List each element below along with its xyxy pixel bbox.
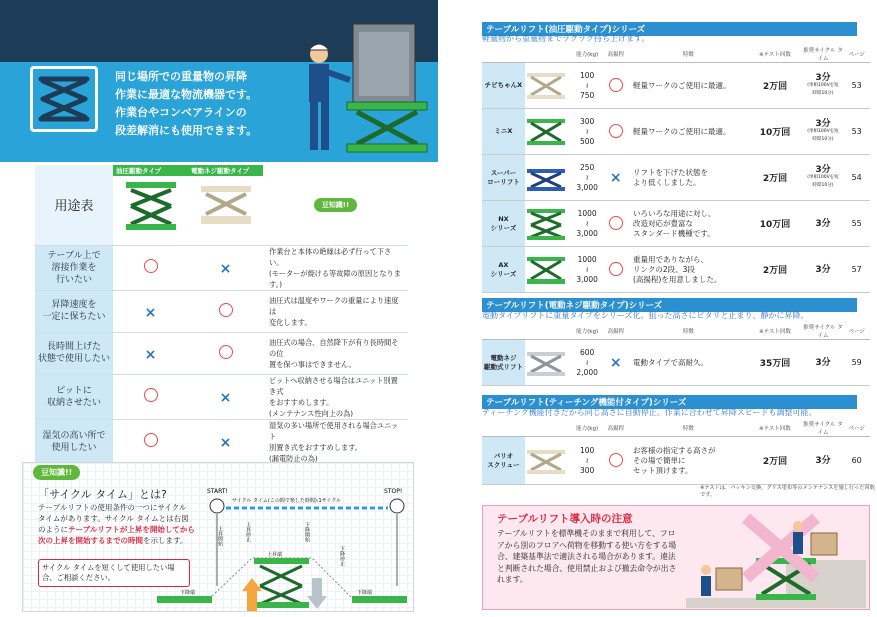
electric-lift-image <box>196 176 256 236</box>
row-label: 湿気の高い所で 使用したい <box>35 419 113 464</box>
header-feat: 特徴 <box>629 420 747 437</box>
row-label: ピットに 収納させたい <box>35 374 113 419</box>
down-end-label-left: 下降端 <box>180 590 196 596</box>
table-row <box>35 332 408 374</box>
header-page: ページ <box>843 46 870 63</box>
left-page <box>0 0 438 617</box>
circle-mark-icon <box>609 262 623 276</box>
test-count: 2万回 <box>747 247 802 293</box>
header-page: ページ <box>843 323 870 340</box>
page-number: 53 <box>843 63 870 109</box>
cycle-time <box>803 437 844 485</box>
circle-mark-icon <box>609 124 623 138</box>
footnote: ※テストは、パッキン交換、グリス塗布等のメンテナンスを施し行った回数です。 <box>700 485 875 498</box>
page-number: 57 <box>843 247 870 293</box>
cross-mark-icon: × <box>219 261 232 277</box>
cycle-time <box>803 109 844 155</box>
teaching-series-title: テーブルリフト(ティーチング機能付タイプ)シリーズ <box>482 395 857 409</box>
cycle-value: 3分 <box>815 72 831 83</box>
teaching-series-subtitle: ティーチング機能付きだから同じ高さに自動停止。作業に合わせて昇降スピードも調整可能。 <box>482 408 817 417</box>
product-image <box>525 161 567 195</box>
hero-line: 同じ場所での重量物の昇降 <box>115 70 247 83</box>
product-name: バリオ スクリュー <box>482 437 525 485</box>
down-stop-label: 下降停止 <box>339 546 345 566</box>
header-hs: 高揚程 <box>602 46 629 63</box>
header-cap: 能力(kg) <box>572 420 603 437</box>
header-cycle: 推奨サイクル タイム <box>803 48 843 62</box>
header-cap: 能力(kg) <box>572 46 603 63</box>
header-hs: 高揚程 <box>602 420 629 437</box>
warning-body: テーブルリフトを標準機そのままで利用して、フロアから別のフロアへ荷物を移動する使い方をする場合、建築基準法で適法される場合があります。違法と判断された場合、使用禁止および撤去命令が出されます。 <box>497 529 677 584</box>
cycle-tip-badge: 豆知識!! <box>33 465 80 480</box>
row-desc: 作業台と本体の絶縁は必ず行って下さい。 (モーターが焼ける等故障の原因となります。) <box>263 245 408 290</box>
circle-mark-icon <box>144 433 158 447</box>
header-cycle: 推奨サイクル タイム <box>803 422 843 436</box>
page-number: 53 <box>843 109 870 155</box>
test-count: 10万回 <box>747 109 802 155</box>
hero-line: 作業台やコンベアラインの <box>115 106 247 119</box>
product-name: AX シリーズ <box>482 247 525 293</box>
header-test: ※テスト回数 <box>747 420 802 437</box>
table-row <box>482 201 870 247</box>
product-name: スーパー ローリフト <box>482 155 525 201</box>
cycle-body-end: を示します。 <box>143 536 188 545</box>
cycle-title: 「サイクル タイム」とは? <box>38 488 167 501</box>
capacity: 250 ≀ 3,000 <box>572 155 603 201</box>
stop-label: STOP! <box>384 488 403 495</box>
row-desc: 油圧式は温度やワークの重量により速度は 変化します。 <box>263 290 408 332</box>
product-image <box>525 346 567 380</box>
circle-mark-icon <box>609 216 623 230</box>
page-number: 54 <box>843 155 870 201</box>
usage-table-title: 用途表 <box>35 165 113 245</box>
table-row <box>35 374 408 419</box>
electric-series-subtitle: 電動タイプリフトに重量タイプをシリーズ化。狙った高さにピタリと止まり、静かに昇降。 <box>482 311 809 320</box>
cycle-time <box>803 201 844 247</box>
product-name: チビちゃんX <box>482 63 525 109</box>
table-row <box>482 340 870 386</box>
table-row <box>482 109 870 155</box>
product-name: ミニX <box>482 109 525 155</box>
cycle-body-plain: テーブルリフトの使用条件の一つにサイクル タイムがあります。サイクル タイムとは右図のように <box>38 503 189 534</box>
product-image <box>525 115 567 149</box>
cycle-body-highlight: テーブルリフトが上昇を開始してから次の上昇を開始するまでの時間 <box>38 525 195 545</box>
capacity: 300 ≀ 500 <box>572 109 603 155</box>
header-hs: 高揚程 <box>602 323 629 340</box>
cycle-diagram <box>152 486 414 612</box>
capacity: 600 ≀ 2,000 <box>572 340 603 386</box>
page-number: 59 <box>843 340 870 386</box>
cross-mark-icon: × <box>219 390 232 406</box>
cycle-note: サイクル タイムを短くして使用したい場合、ご相談ください。 <box>38 559 190 587</box>
product-image <box>525 253 567 287</box>
feature: 軽量ワークのご使用に最適。 <box>629 109 747 155</box>
test-count: 2万回 <box>747 437 802 485</box>
row-label: 昇降速度を 一定に保ちたい <box>35 290 113 332</box>
cross-mark-icon: × <box>609 169 622 186</box>
page-number: 60 <box>843 437 870 485</box>
cross-mark-icon: × <box>609 354 622 371</box>
stopwatch-stop-icon <box>390 499 404 513</box>
circle-mark-icon <box>144 259 158 273</box>
electric-series-title: テーブルリフト(電動ネジ駆動タイプ)シリーズ <box>482 298 857 312</box>
header-page: ページ <box>843 420 870 437</box>
scissor-lift-icon <box>30 66 98 132</box>
cycle-span-label: サイクル タイム(この間で楽した時間):1サイクル <box>232 498 342 504</box>
page-number: 55 <box>843 201 870 247</box>
col-hydraulic-label: 油圧駆動タイプ <box>113 165 188 176</box>
product-name: NX シリーズ <box>482 201 525 247</box>
down-start-label: 下降開始 <box>304 522 310 542</box>
col-electric-label: 電動ネジ駆動タイプ <box>188 165 263 176</box>
table-row <box>482 63 870 109</box>
tip-badge: 豆知識!! <box>314 198 357 212</box>
test-count: 35万回 <box>747 340 802 386</box>
header-feat: 特徴 <box>629 46 747 63</box>
header-cap: 能力(kg) <box>572 323 603 340</box>
hydraulic-table <box>482 46 870 293</box>
cycle-value: 3分 <box>815 164 831 175</box>
feature: 軽量ワークのご使用に最適。 <box>629 63 747 109</box>
cycle-time <box>803 247 844 293</box>
cycle-value: 3分 <box>815 218 831 229</box>
cycle-time <box>803 63 844 109</box>
down-arrow-icon <box>307 578 327 609</box>
table-row <box>35 290 408 332</box>
teaching-table <box>482 420 870 485</box>
warning-illustration <box>686 508 868 608</box>
up-start-label: 上昇開始 <box>217 526 223 546</box>
cycle-note: (単相100Vを短 時間10分) <box>807 174 839 188</box>
row-desc: ピットへ収納させる場合はユニット別置き式 をおすすめします。 (メンテナンス性向上の為) <box>263 374 408 419</box>
hero-text <box>115 68 325 140</box>
up-end-label: 上昇端 <box>267 552 283 558</box>
product-image <box>525 69 567 103</box>
usage-table <box>35 165 408 465</box>
feature: お客様の指定する高さが その場で簡単に セット頂けます。 <box>629 437 747 485</box>
feature: いろいろな用途に対し、 改造対応が豊富な スタンダード機種です。 <box>629 201 747 247</box>
cycle-time <box>803 340 844 386</box>
cycle-note: (単相100Vを短 時間10分) <box>807 82 839 96</box>
circle-mark-icon <box>609 78 623 92</box>
row-label: テーブル上で 溶接作業を 行いたい <box>35 245 113 290</box>
hydraulic-series-title: テーブルリフト(油圧駆動タイプ)シリーズ <box>482 22 857 36</box>
cycle-value: 3分 <box>815 118 831 129</box>
capacity: 1000 ≀ 3,000 <box>572 247 603 293</box>
capacity: 1000 ≀ 3,000 <box>572 201 603 247</box>
test-count: 2万回 <box>747 155 802 201</box>
circle-mark-icon <box>144 388 158 402</box>
electric-table <box>482 323 870 386</box>
circle-mark-icon <box>219 345 233 359</box>
feature: 電動タイプで高耐久。 <box>629 340 747 386</box>
warning-title: テーブルリフト導入時の注意 <box>497 513 633 525</box>
hero-line: 段差解消にも使用できます。 <box>115 124 258 137</box>
cycle-time <box>803 155 844 201</box>
test-count: 2万回 <box>747 63 802 109</box>
stopwatch-start-icon <box>210 499 224 513</box>
table-row <box>482 247 870 293</box>
worker-illustration <box>295 22 435 162</box>
cross-mark-icon: × <box>144 346 157 363</box>
feature: 重量用でありながら、 リンクの2段、3段 (高揚程)を用意しました。 <box>629 247 747 293</box>
table-row <box>35 419 408 464</box>
header-cycle: 推奨サイクル タイム <box>803 325 843 339</box>
test-count: 10万回 <box>747 201 802 247</box>
header-test: ※テスト回数 <box>747 323 802 340</box>
cycle-value: 3分 <box>815 455 831 466</box>
cycle-value: 3分 <box>815 264 831 275</box>
table-row <box>482 437 870 485</box>
product-image <box>525 444 567 478</box>
header-feat: 特徴 <box>629 323 747 340</box>
feature: リフトを下げた状態を より低くしました。 <box>629 155 747 201</box>
capacity: 100 ≀ 750 <box>572 63 603 109</box>
start-label: START! <box>207 488 228 495</box>
hero-line: 作業に最適な物流機器です。 <box>115 88 258 101</box>
cross-mark-icon: × <box>144 304 157 321</box>
row-desc: 油圧式の場合、自然降下が有り長時間その位 置を保つ事はできません。 <box>263 332 408 374</box>
cycle-note: (単相100Vを短 時間10分) <box>807 128 839 142</box>
cycle-value: 3分 <box>815 357 831 368</box>
hydraulic-series-subtitle: 軽量物から重量物までラクラク持ち上げます。 <box>482 34 650 43</box>
down-end-label-right: 下降端 <box>357 590 373 596</box>
capacity: 100 ≀ 300 <box>572 437 603 485</box>
cross-mark-icon: × <box>219 435 232 451</box>
up-stop-label: 上昇停止 <box>245 522 251 542</box>
header-test: ※テスト回数 <box>747 46 802 63</box>
circle-mark-icon <box>609 453 623 467</box>
product-name: 電動ネジ 駆動式リフト <box>482 340 525 386</box>
row-desc: 湿気の多い場所で使用される場合ユニット 別置き式をおすすめします。 (漏電防止の為) <box>263 419 408 464</box>
circle-mark-icon <box>219 303 233 317</box>
row-label: 長時間上げた 状態で使用したい <box>35 332 113 374</box>
hydraulic-lift-image <box>121 176 181 236</box>
table-row <box>482 155 870 201</box>
product-image <box>525 207 567 241</box>
table-row <box>35 245 408 290</box>
